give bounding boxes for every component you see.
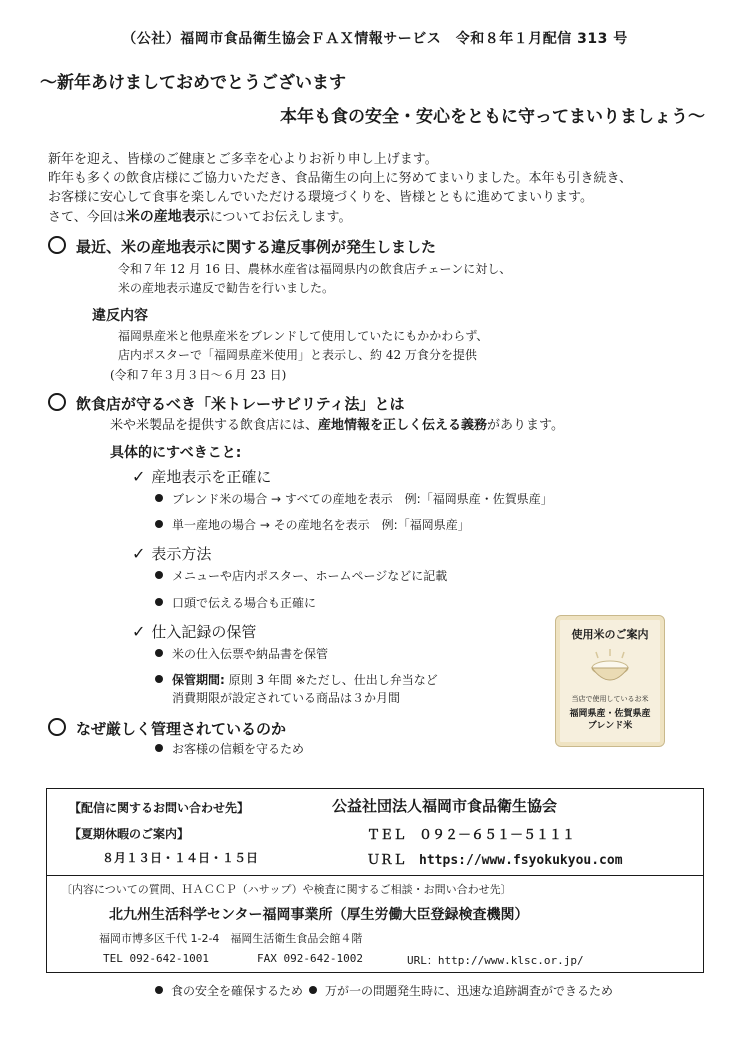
- circle-icon: [48, 393, 66, 411]
- bullet-item: [155, 594, 316, 611]
- check-item-origin: [132, 466, 271, 487]
- rice-origin-poster: [555, 615, 665, 747]
- violation-subheading: 違反内容: [92, 308, 148, 324]
- lab-name: 北九州生活科学センター福岡事業所（厚生労働大臣登録検査機関）: [109, 907, 529, 923]
- section-2-title: 飲食店が守るべき「米トレーサビリティ法」とは: [76, 395, 405, 413]
- check-label: 表示方法: [151, 545, 212, 563]
- bullet-icon: [155, 649, 163, 657]
- actions-subheading: 具体的にすべきこと:: [110, 445, 242, 461]
- inquiry-label: 【配信に関するお問い合わせ先】: [69, 801, 250, 815]
- bullet-icon: [155, 494, 163, 502]
- lab-note: 〔内容についての質問、ＨＡＣＣＰ（ハサップ）や検査に関するご相談・お問い合わせ先〕: [61, 883, 512, 896]
- section-3-heading: [48, 718, 286, 739]
- violation-line-3: (令和７年３月３日～６月 23 日): [110, 368, 287, 382]
- bullet-icon: [309, 986, 317, 994]
- section-2-body: [110, 414, 564, 433]
- bullet-icon: [155, 986, 163, 994]
- contact-url: [367, 849, 623, 868]
- bullet-icon: [155, 744, 163, 752]
- circle-icon: [48, 718, 66, 736]
- section-2-text: があります。: [487, 418, 564, 433]
- bullet-text: ブレンド米の場合 → すべての産地を表示 例:「福岡県産・佐賀県産」: [172, 492, 553, 506]
- footer-line: [155, 982, 613, 999]
- intro-line-3: お客様に安心して食事を楽しんでいただける環境づくりを、皆様とともに進めてまいります。: [48, 190, 593, 205]
- greeting-line-1: ～新年あけましておめでとうございます: [40, 73, 346, 93]
- violation-line-1: 福岡県産米と他県産米をブレンドして使用していたにもかかわらず、: [118, 329, 489, 343]
- section-1-line-2: 米の産地表示違反で勧告を行いました。: [118, 281, 335, 295]
- section-1-line-1: 令和７年 12 月 16 日、農林水産省は福岡県内の飲食店チェーンに対し、: [118, 262, 512, 276]
- poster-origin-line-1: 福岡県産・佐賀県産: [569, 709, 651, 719]
- check-label: 産地表示を正確に: [151, 468, 272, 486]
- holiday-label: 【夏期休暇のご案内】: [69, 827, 190, 841]
- check-label: 仕入記録の保管: [151, 623, 257, 641]
- retention-text: 原則 3 年間 ※ただし、仕出し弁当など: [228, 673, 438, 687]
- bullet-text: メニューや店内ポスター、ホームページなどに記載: [172, 569, 448, 583]
- intro-line-4: [48, 206, 351, 226]
- bullet-text: 単一産地の場合 → その産地名を表示 例:「福岡県産」: [172, 518, 470, 532]
- bullet-text: 米の仕入伝票や納品書を保管: [172, 647, 329, 661]
- section-1-title: 最近、米の産地表示に関する違反事例が発生しました: [76, 238, 437, 256]
- section-3-title: なぜ厳しく管理されているのか: [76, 720, 287, 738]
- intro-line-1: 新年を迎え、皆様のご健康とご多幸を心よりお祈り申し上げます。: [48, 152, 438, 167]
- fax-header: （公社）福岡市食品衛生協会ＦＡＸ情報サービス 令和８年１月配信 313 号: [122, 31, 628, 47]
- poster-origin: [556, 708, 664, 732]
- bullet-item: [155, 567, 447, 584]
- check-item-records: [132, 621, 256, 642]
- section-1-heading: [48, 236, 436, 257]
- lab-url[interactable]: URL：http://www.klsc.or.jp/: [407, 954, 584, 967]
- bullet-icon: [155, 520, 163, 528]
- bullet-item: [155, 490, 553, 507]
- bullet-icon: [155, 675, 163, 683]
- intro-text: さて、今回は: [48, 210, 126, 225]
- lab-address: 福岡市博多区千代 1-2-4 福岡生活衛生食品会館４階: [99, 932, 363, 945]
- intro-emphasis: 米の産地表示: [125, 209, 210, 225]
- checkmark-icon: ✓: [132, 622, 146, 641]
- url-value[interactable]: https://www.fsyokukyou.com: [419, 853, 623, 868]
- footer-item-2: 万が一の問題発生時に、迅速な追跡調査ができるため: [325, 984, 614, 998]
- url-label: ＵＲＬ: [367, 853, 407, 868]
- contact-tel: ＴＥＬ ０９２－６５１－５１１１: [367, 828, 576, 843]
- checkmark-icon: ✓: [132, 467, 146, 486]
- bullet-text: お客様の信頼を守るため: [172, 742, 305, 756]
- org-name: 公益社団法人福岡市食品衛生協会: [332, 797, 558, 815]
- footer-item-1: 食の安全を確保するため: [171, 984, 304, 998]
- bullet-item: [155, 645, 328, 662]
- bullet-icon: [155, 571, 163, 579]
- circle-icon: [48, 236, 66, 254]
- bullet-item: [155, 516, 470, 533]
- lab-fax: FAX 092-642-1002: [257, 952, 363, 965]
- poster-caption: 当店で使用しているお米: [571, 695, 649, 703]
- poster-title: 使用米のご案内: [571, 628, 649, 641]
- checkmark-icon: ✓: [132, 544, 146, 563]
- bullet-text: 口頭で伝える場合も正確に: [172, 596, 317, 610]
- violation-line-2: 店内ポスターで「福岡県産米使用」と表示し、約 42 万食分を提供: [118, 348, 477, 362]
- rice-bowl-icon: [586, 648, 634, 688]
- holiday-dates: ８月１３日・１４日・１５日: [102, 851, 259, 865]
- intro-line-2: 昨年も多くの飲食店様にご協力いただき、食品衛生の向上に努めてまいりました。本年も引き続き、: [48, 171, 632, 186]
- section-2-heading: [48, 393, 405, 414]
- retention-label: 保管期間:: [172, 673, 225, 687]
- contact-box: [46, 788, 704, 876]
- section-2-emphasis: 産地情報を正しく伝える義務: [318, 418, 488, 433]
- lab-contact-box: [46, 874, 704, 973]
- intro-text: についてお伝えします。: [209, 210, 352, 225]
- retention-text-2: 消費期限が設定されている商品は３か月間: [172, 691, 401, 705]
- bullet-icon: [155, 598, 163, 606]
- poster-origin-line-2: ブレンド米: [587, 721, 633, 731]
- bullet-item: [155, 671, 438, 688]
- check-item-display: [132, 543, 211, 564]
- section-2-text: 米や米製品を提供する飲食店には、: [110, 418, 319, 433]
- lab-tel: TEL 092-642-1001: [103, 952, 209, 965]
- greeting-line-2: 本年も食の安全・安心をともに守ってまいりましょう～: [280, 107, 705, 127]
- bullet-item: [155, 740, 304, 757]
